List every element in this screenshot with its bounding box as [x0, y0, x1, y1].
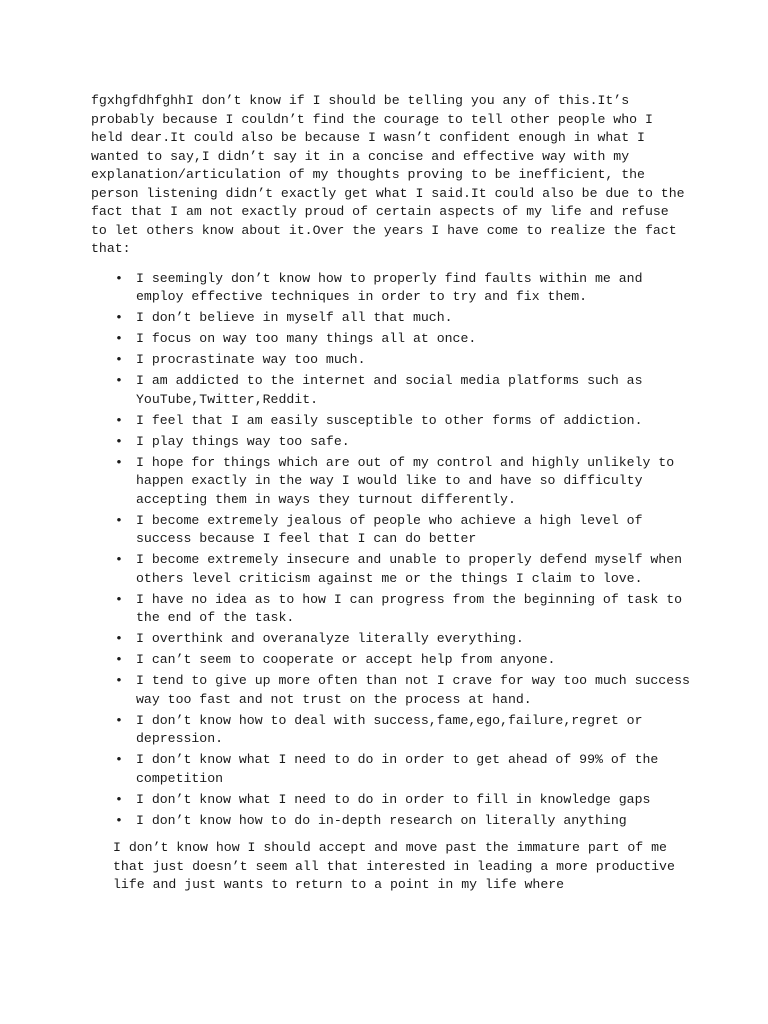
list-item-text: I have no idea as to how I can progress from the beginning of task to the end of the task.	[136, 591, 683, 625]
list-item-text: I overthink and overanalyze literally everything.	[136, 631, 524, 646]
list-item-text: I don’t know how to deal with success,fame,ego,failure,regret or depression.	[136, 712, 643, 746]
bullet-icon: •	[115, 373, 123, 388]
list-item	[91, 309, 691, 328]
list-item	[91, 551, 691, 588]
bullet-icon: •	[115, 791, 123, 807]
bullet-icon: •	[115, 752, 123, 767]
bullet-icon: •	[115, 591, 123, 607]
list-item-text: I seemingly don’t know how to properly find faults within me and employ effective techniques in order to try and fix them.	[136, 270, 643, 304]
list-item	[91, 651, 691, 670]
list-item-text: I am addicted to the internet and social media platforms such as YouTube,Twitter,Reddit.	[136, 373, 643, 407]
bullet-icon: •	[115, 712, 123, 728]
bullet-icon: •	[115, 433, 123, 449]
list-item-text: I don’t believe in myself all that much.	[136, 310, 453, 325]
bullet-icon: •	[115, 331, 123, 346]
list-item	[91, 791, 691, 810]
list-item-text: I tend to give up more often than not I crave for way too much success way too fast and not trust on the process at hand.	[136, 673, 690, 707]
bullet-list	[91, 270, 691, 831]
list-item-text: I focus on way too many things all at once.	[136, 331, 477, 346]
list-item	[91, 351, 691, 370]
list-item-text: I play things way too safe.	[136, 433, 350, 449]
list-item	[91, 412, 691, 431]
list-item	[91, 751, 691, 788]
list-item	[91, 712, 691, 749]
bullet-icon: •	[115, 631, 123, 646]
intro-paragraph: fgxhgfdhfghhI don’t know if I should be telling you any of this.It’s probably because I couldn’t find the courage to tell other people who I held dear.It could also be because I wasn’t confident enough in what I wanted to say,I didn’t say it in a concise and effective way with my explanation/articulation of my thoughts proving to be inefficient, the person listening didn’t exactly get what I said.It could also be due to the fact that I am not exactly proud of certain aspects of my life and refuse to let others know about it.Over the years I have come to realize the fact that:	[91, 93, 685, 256]
bullet-icon: •	[115, 552, 123, 567]
list-item	[91, 270, 691, 307]
list-item-text: I become extremely insecure and unable to properly defend myself when others level criticism against me or the things I claim to love.	[136, 552, 683, 586]
bullet-icon: •	[115, 270, 123, 286]
list-item-text: I don’t know how to do in-depth research on literally anything	[136, 812, 627, 828]
bullet-icon: •	[115, 812, 123, 828]
document-body	[91, 92, 691, 895]
list-item-text: I become extremely jealous of people who achieve a high level of success because I feel that I can do better	[136, 512, 643, 546]
list-item	[91, 330, 691, 349]
bullet-icon: •	[115, 412, 123, 428]
list-item	[91, 630, 691, 649]
list-item	[91, 591, 691, 628]
list-item-text: I don’t know what I need to do in order to get ahead of 99% of the competition	[136, 752, 659, 786]
list-item-text: I don’t know what I need to do in order to fill in knowledge gaps	[136, 791, 651, 807]
bullet-icon: •	[115, 310, 123, 325]
list-item-text: I feel that I am easily susceptible to other forms of addiction.	[136, 412, 643, 428]
bullet-icon: •	[115, 454, 123, 470]
list-item	[91, 512, 691, 549]
list-item	[91, 672, 691, 709]
list-item-text: I hope for things which are out of my control and highly unlikely to happen exactly in the way I would like to and have so difficulty accepting them in ways they turnout differently.	[136, 454, 675, 507]
list-item	[91, 433, 691, 452]
bullet-icon: •	[115, 512, 123, 528]
list-item	[91, 812, 691, 831]
list-item	[91, 372, 691, 409]
list-item-text: I can’t seem to cooperate or accept help from anyone.	[136, 652, 556, 667]
list-item	[91, 454, 691, 510]
bullet-icon: •	[115, 673, 123, 688]
closing-paragraph: I don’t know how I should accept and move past the immature part of me that just doesn’t seem all that interested in leading a more productive life and just wants to return to a point in my life where	[113, 840, 675, 892]
bullet-icon: •	[115, 652, 123, 667]
list-item-text: I procrastinate way too much.	[136, 352, 366, 367]
bullet-icon: •	[115, 352, 123, 367]
